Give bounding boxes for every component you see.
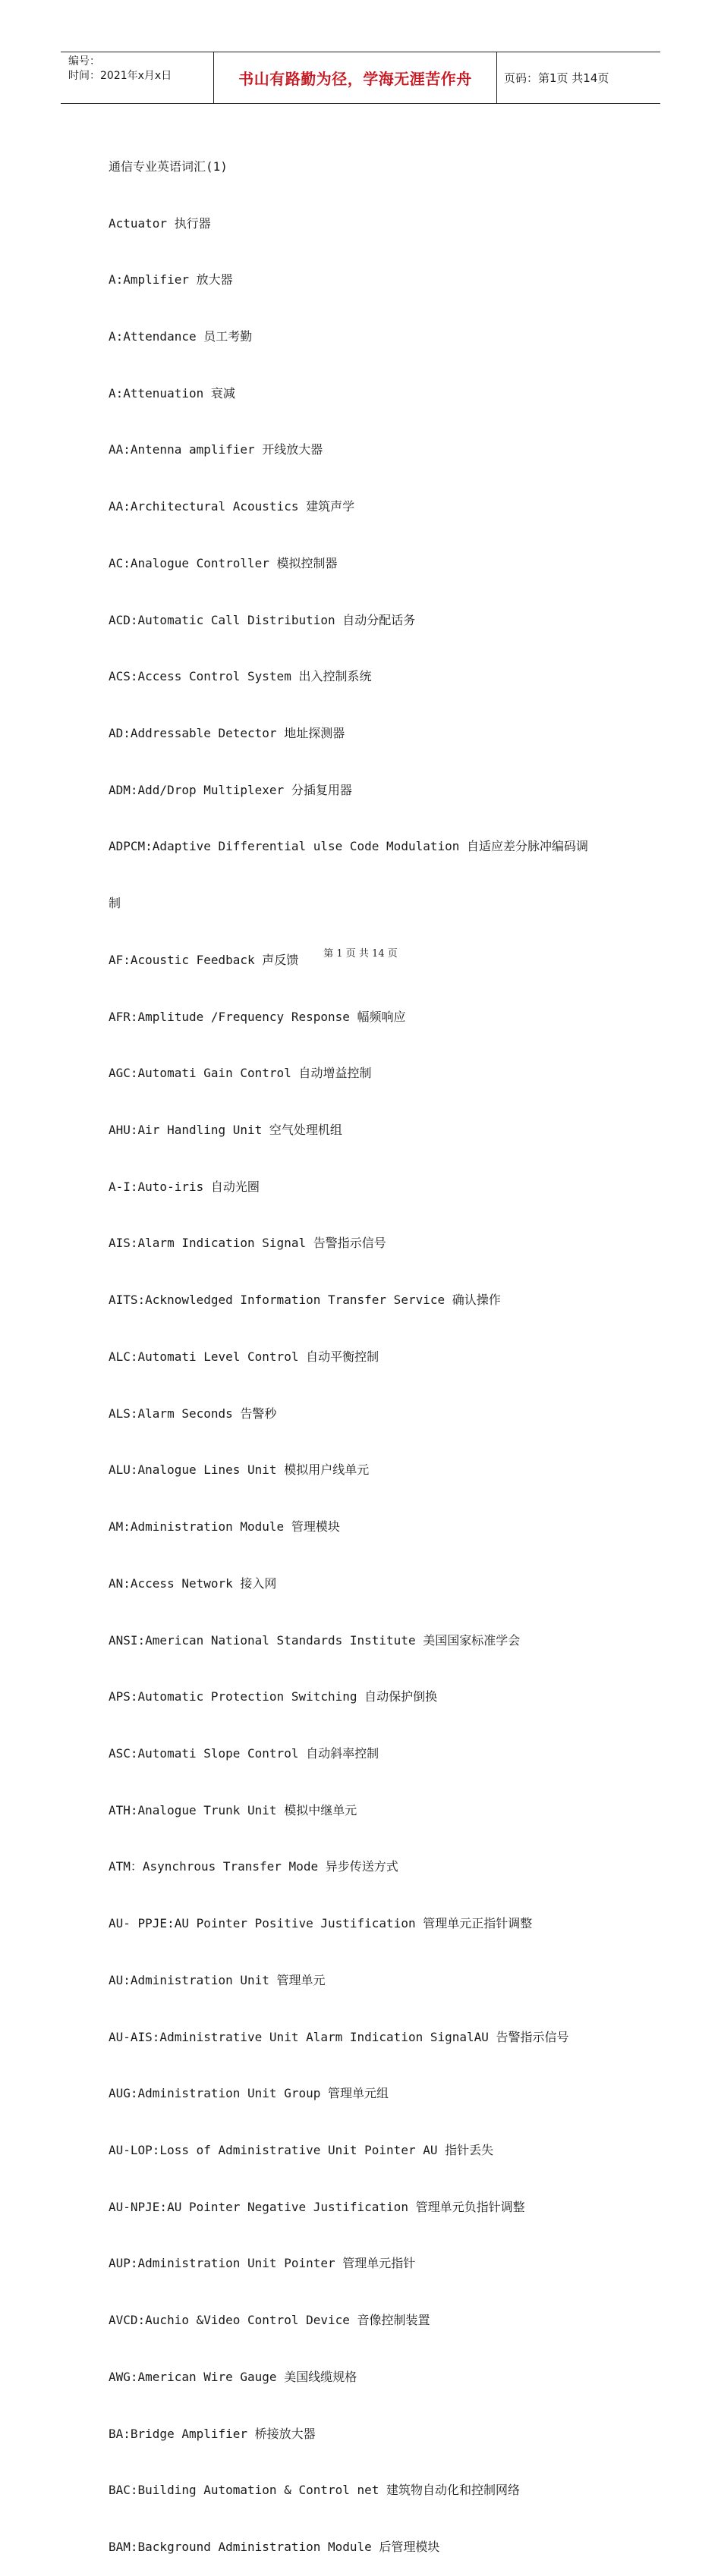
- glossary-entry: AFR:Amplitude /Frequency Response 幅频响应: [109, 1009, 406, 1024]
- glossary-entry: AGC:Automati Gain Control 自动增益控制: [109, 1066, 372, 1081]
- glossary-entry: AHU:Air Handling Unit 空气处理机组: [109, 1123, 342, 1138]
- glossary-entry: AU-AIS:Administrative Unit Alarm Indication SignalAU 告警指示信号: [109, 2029, 569, 2044]
- glossary-entry: 制: [109, 896, 121, 911]
- glossary-entry: A:Amplifier 放大器: [109, 272, 233, 287]
- glossary-entry: AF:Acoustic Feedback 声反馈: [109, 952, 299, 967]
- number-label: 编号：: [68, 55, 100, 68]
- glossary-entry: ASC:Automati Slope Control 自动斜率控制: [109, 1745, 379, 1761]
- glossary-entry: AU-NPJE:AU Pointer Negative Justification 管理单元负指针调整: [109, 2199, 525, 2214]
- glossary-entry: AWG:American Wire Gauge 美国线缆规格: [109, 2369, 357, 2384]
- header-page-info: 页码：第1页 共14页: [504, 71, 609, 85]
- header-meta: [61, 52, 214, 103]
- glossary-entry: ACD:Automatic Call Distribution 自动分配话务: [109, 612, 416, 627]
- glossary-entry: ATH:Analogue Trunk Unit 模拟中继单元: [109, 1802, 357, 1817]
- glossary-entry: ACS:Access Control System 出入控制系统: [109, 669, 372, 684]
- glossary-entry: ADPCM:Adaptive Differential ulse Code Modulation 自适应差分脉冲编码调: [109, 839, 589, 854]
- glossary-entry: ALS:Alarm Seconds 告警秒: [109, 1406, 277, 1421]
- glossary-entry: ADM:Add/Drop Multiplexer 分插复用器: [109, 782, 352, 797]
- glossary-entry: AM:Administration Module 管理模块: [109, 1519, 340, 1535]
- glossary-entry: AC:Analogue Controller 模拟控制器: [109, 555, 338, 570]
- glossary-entry: AA:Architectural Acoustics 建筑声学: [109, 499, 355, 514]
- glossary-entry: AU-LOP:Loss of Administrative Unit Pointer AU 指针丢失: [109, 2142, 494, 2157]
- glossary-entry: ALU:Analogue Lines Unit 模拟用户线单元: [109, 1462, 370, 1478]
- glossary-entry: AIS:Alarm Indication Signal 告警指示信号: [109, 1236, 386, 1251]
- time-label: 时间：2021年x月x日: [68, 70, 172, 82]
- page-header: [61, 52, 660, 104]
- glossary-entry: APS:Automatic Protection Switching 自动保护倒换: [109, 1689, 438, 1704]
- glossary-entry: BAM:Background Administration Module 后管理模块: [109, 2540, 440, 2554]
- glossary-entry: AUP:Administration Unit Pointer 管理单元指针: [109, 2256, 416, 2271]
- glossary-body: [109, 120, 625, 2576]
- glossary-entry: AVCD:Auchio &Video Control Device 音像控制装置: [109, 2313, 430, 2328]
- glossary-entry: AA:Antenna amplifier 开线放大器: [109, 442, 323, 457]
- glossary-entry: ANSI:American National Standards Institute 美国国家标准学会: [109, 1632, 521, 1648]
- glossary-entry: AITS:Acknowledged Information Transfer Service 确认操作: [109, 1293, 501, 1308]
- glossary-entry: AUG:Administration Unit Group 管理单元组: [109, 2086, 389, 2101]
- glossary-entry: ATM：Asynchrous Transfer Mode 异步传送方式: [109, 1859, 398, 1874]
- page-footer: 第 1 页 共 14 页: [323, 948, 398, 960]
- glossary-entry: AU:Administration Unit 管理单元: [109, 1972, 326, 1987]
- glossary-entry: AN:Access Network 接入网: [109, 1575, 277, 1591]
- glossary-entry: AU- PPJE:AU Pointer Positive Justification 管理单元正指针调整: [109, 1916, 533, 1931]
- header-motto: 书山有路勤为径，学海无涯苦作舟: [214, 52, 497, 103]
- glossary-entry: BAC:Building Automation & Control net 建筑物自动化和控制网络: [109, 2483, 521, 2498]
- glossary-entry: AD:Addressable Detector 地址探测器: [109, 726, 345, 740]
- glossary-title: 通信专业英语词汇(1): [109, 159, 228, 174]
- glossary-entry: Actuator 执行器: [109, 215, 211, 231]
- glossary-entry: A:Attenuation 衰减: [109, 385, 235, 401]
- glossary-entry: BA:Bridge Amplifier 桥接放大器: [109, 2426, 316, 2441]
- glossary-entry: ALC:Automati Level Control 自动平衡控制: [109, 1349, 379, 1364]
- glossary-entry: A-I:Auto-iris 自动光圈: [109, 1179, 260, 1194]
- glossary-entry: A:Attendance 员工考勤: [109, 328, 253, 344]
